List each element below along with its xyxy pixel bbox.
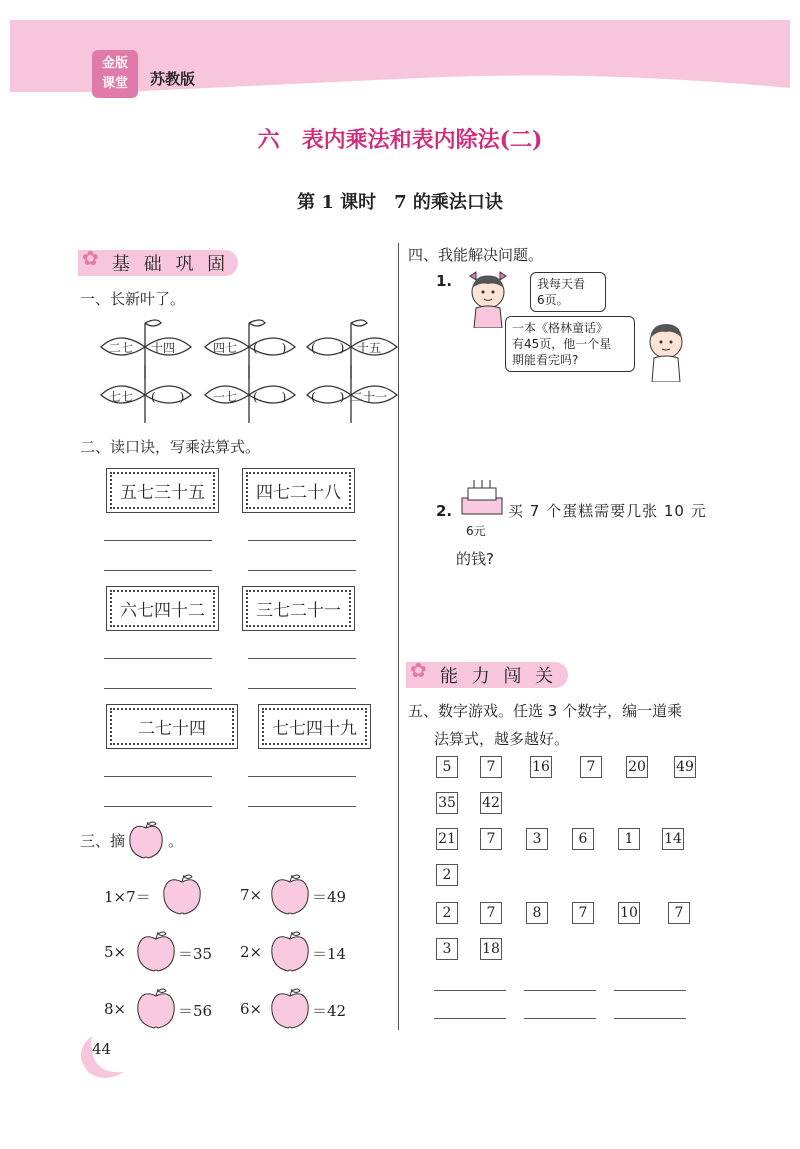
q3-title-end: 。 (168, 832, 184, 850)
leaf-text: 二七 (109, 341, 134, 355)
section-ability-badge (406, 662, 568, 688)
leaf-blank: ( ) (311, 390, 345, 404)
answer-line (248, 658, 356, 659)
flower-icon: ✿ (82, 246, 99, 270)
leaf-blank: ( ) (253, 341, 287, 355)
answer-line (248, 776, 356, 777)
answer-line (104, 806, 212, 807)
leaf-text: 二十一 (351, 390, 388, 404)
p2-text-line2: 的钱? (456, 550, 494, 568)
leaf-text: 十五 (357, 341, 382, 355)
p1-number: 1. (436, 272, 453, 290)
answer-line (104, 776, 212, 777)
number-card[interactable]: 7 (572, 902, 594, 924)
number-card[interactable]: 7 (480, 902, 502, 924)
apple-eq: ＝49 (312, 888, 347, 906)
header-band (0, 0, 800, 100)
apple-answer-icon (268, 929, 312, 975)
answer-line (614, 1018, 686, 1019)
q3-title-text: 三、摘 (80, 832, 126, 850)
leaf-blank: ( ) (253, 390, 287, 404)
number-card[interactable]: 14 (662, 828, 684, 850)
apple-answer-icon (268, 872, 312, 918)
leaf-labels (95, 315, 400, 425)
apple-eq: 8× (104, 1000, 127, 1018)
number-card[interactable]: 3 (436, 938, 458, 960)
section-basic-badge (78, 250, 238, 276)
apple-row (104, 872, 394, 1032)
number-card[interactable]: 10 (618, 902, 640, 924)
number-card[interactable]: 7 (668, 902, 690, 924)
rhyme-card: 二七十四 (110, 708, 234, 745)
q2-title: 二、读口诀，写乘法算式。 (80, 438, 261, 456)
apple-eq: 7× (240, 886, 263, 904)
rhyme-card: 七七四十九 (262, 708, 367, 745)
answer-line (104, 570, 212, 571)
answer-line (524, 990, 596, 991)
leaf-blank: ( ) (311, 341, 345, 355)
number-card[interactable]: 42 (480, 792, 502, 814)
q5-title-line2: 法算式，越多越好。 (434, 730, 570, 748)
answer-line (248, 540, 356, 541)
number-card[interactable]: 2 (436, 902, 458, 924)
leaf-text: 一七 (213, 390, 238, 404)
answer-line (248, 688, 356, 689)
boy-bubble-line: 期能看完吗? (512, 353, 579, 367)
apple-answer-icon (134, 929, 178, 975)
cake-icon (458, 478, 508, 520)
brand-logo: 金版 课堂 (92, 50, 138, 98)
rhyme-card: 六七四十二 (110, 590, 215, 627)
answer-line (434, 990, 506, 991)
number-card[interactable]: 35 (436, 792, 458, 814)
answer-line (104, 688, 212, 689)
leaf-blank: ( ) (151, 390, 185, 404)
leaf-text: 七七 (109, 390, 134, 404)
leaf-text: 四七 (213, 341, 238, 355)
apple-eq: ＝56 (178, 1002, 213, 1020)
flower-icon: ✿ (410, 658, 427, 682)
boy-bubble-line: 一本《格林童话》 (512, 321, 609, 335)
number-card[interactable]: 20 (626, 756, 648, 778)
number-card[interactable]: 3 (526, 828, 548, 850)
number-card[interactable]: 1 (618, 828, 640, 850)
leaf-text: 十四 (151, 341, 176, 355)
girl-bubble-line: 6页。 (537, 293, 569, 307)
number-card[interactable]: 7 (480, 828, 502, 850)
apple-eq: ＝35 (178, 945, 213, 963)
answer-line (434, 1018, 506, 1019)
number-card[interactable]: 21 (436, 828, 458, 850)
apple-answer-icon (268, 986, 312, 1032)
unit-title: 六 表内乘法和表内除法(二) (257, 127, 543, 153)
apple-eq: 2× (240, 943, 263, 961)
p2-number: 2. (436, 502, 453, 520)
apple-icon (126, 820, 166, 864)
number-card[interactable]: 8 (526, 902, 548, 924)
boy-illustration (640, 318, 694, 382)
answer-line (614, 990, 686, 991)
q4-title: 四、我能解决问题。 (408, 246, 544, 264)
section-basic-label: 基 础 巩 固 (112, 254, 230, 275)
lesson-title: 第 1 课时 7 的乘法口诀 (297, 192, 503, 213)
rhyme-card: 五七三十五 (110, 472, 215, 509)
q3-title (80, 830, 125, 851)
apple-answer-icon (134, 986, 178, 1032)
number-grid (434, 756, 724, 966)
number-card[interactable]: 2 (436, 864, 458, 886)
number-card[interactable]: 7 (580, 756, 602, 778)
girl-speech-bubble (530, 272, 606, 312)
boy-speech-bubble (505, 316, 635, 372)
answer-line (104, 540, 212, 541)
number-card[interactable]: 5 (436, 756, 458, 778)
boy-bubble-line: 有45页，他一个星 (512, 337, 612, 351)
section-ability-label: 能 力 闯 关 (440, 666, 558, 687)
apple-eq: 5× (104, 943, 127, 961)
number-card[interactable]: 18 (480, 938, 502, 960)
number-card[interactable]: 7 (480, 756, 502, 778)
rhyme-card: 四七二十八 (246, 472, 351, 509)
apple-answer-icon (160, 872, 204, 918)
answer-line (248, 570, 356, 571)
answer-line (524, 1018, 596, 1019)
answer-line (104, 658, 212, 659)
apple-eq: 1×7＝ (104, 888, 151, 906)
number-card[interactable]: 6 (572, 828, 594, 850)
q5-title-line1: 五、数字游戏。任选 3 个数字，编一道乘 (408, 702, 683, 720)
rhyme-card: 三七二十一 (246, 590, 351, 627)
number-card[interactable]: 49 (674, 756, 696, 778)
answer-line (248, 806, 356, 807)
page-number: 44 (92, 1040, 112, 1058)
edition-label: 苏教版 (150, 70, 196, 88)
apple-eq: 6× (240, 1000, 263, 1018)
apple-eq: ＝14 (312, 945, 347, 963)
q1-title: 一、长新叶了。 (80, 290, 186, 308)
p2-text-line1: 买 7 个蛋糕需要几张 10 元 (508, 502, 707, 520)
girl-bubble-line: 我每天看 (537, 277, 586, 291)
cake-price: 6元 (466, 524, 486, 538)
number-card[interactable]: 16 (530, 756, 552, 778)
apple-eq: ＝42 (312, 1002, 347, 1020)
